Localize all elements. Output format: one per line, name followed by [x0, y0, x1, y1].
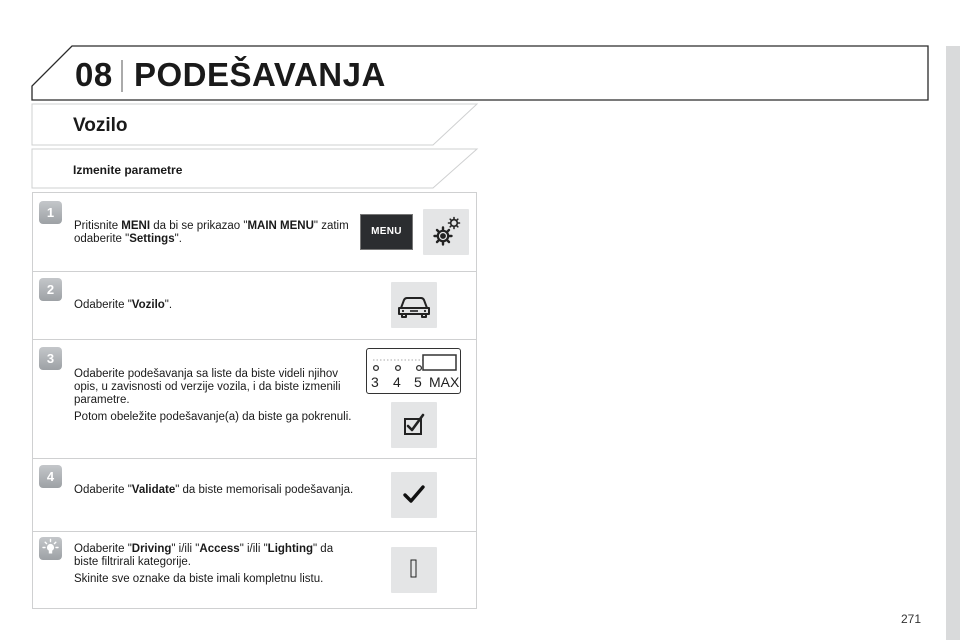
step-3-paragraph-2: Potom obeležite podešavanje(a) da biste ga pokrenuli. [74, 411, 352, 423]
step-divider [33, 339, 476, 340]
text-run: Odaberite " [74, 543, 132, 555]
step-divider [33, 458, 476, 459]
chapter-number: 08 [75, 56, 113, 93]
bold-term: Access [199, 543, 240, 555]
section-title: Vozilo [73, 115, 128, 136]
text-run: Odaberite " [74, 484, 132, 496]
step-3-text [74, 368, 354, 428]
tip-paragraph-2: Skinite sve oznake da biste imali kompletnu listu. [74, 573, 324, 585]
bold-term: Settings [129, 233, 175, 245]
text-run: ". [164, 299, 173, 311]
text-run: " da biste memorisali podešavanja. [175, 484, 354, 496]
tip-paragraph-1 [74, 543, 354, 569]
subsection-title: Izmenite parametre [73, 163, 183, 177]
bold-term: Vozilo [131, 299, 165, 311]
car-icon[interactable] [391, 282, 437, 328]
text-run: Odaberite " [74, 299, 132, 311]
level-label-5: 5 [414, 374, 422, 390]
step-3-badge: 3 [39, 347, 62, 370]
bold-term: MENI [121, 220, 151, 232]
step-2-text [74, 299, 354, 316]
step-2-paragraph [74, 299, 354, 312]
text-run: ". [174, 233, 182, 245]
bold-term: Driving [131, 543, 172, 555]
step-divider [33, 531, 476, 532]
bold-term: Validate [131, 484, 176, 496]
text-run: " i/ili " [171, 543, 200, 555]
level-label-4: 4 [393, 374, 401, 390]
page-number: 271 [901, 612, 922, 626]
level-label-max: MAX [429, 374, 460, 390]
checkbox-checked-icon[interactable] [391, 402, 437, 448]
level-label-3: 3 [371, 374, 379, 390]
chapter-title: PODEŠAVANJA [134, 56, 386, 93]
text-run: da bi se prikazao " [150, 220, 248, 232]
text-run: " da biste filtrirali kategorije. [74, 543, 334, 568]
settings-gears-icon[interactable] [423, 209, 469, 255]
step-4-paragraph [74, 484, 354, 497]
tip-text [74, 543, 354, 590]
steps-panel [32, 192, 477, 609]
unknown-glyph-icon[interactable] [391, 547, 437, 593]
menu-button[interactable]: MENU [360, 214, 413, 250]
step-divider [33, 271, 476, 272]
checkmark-icon[interactable] [391, 472, 437, 518]
step-4-badge: 4 [39, 465, 62, 488]
lightbulb-icon [39, 537, 62, 560]
step-1-text [74, 220, 354, 250]
text-run: " zatim odaberite " [74, 220, 349, 245]
step-4-text [74, 484, 354, 501]
text-run: Pritisnite [74, 220, 122, 232]
step-2-badge: 2 [39, 278, 62, 301]
bold-term: Lighting [267, 543, 314, 555]
step-1-badge: 1 [39, 201, 62, 224]
text-run: " i/ili " [239, 543, 268, 555]
level-selector-widget[interactable] [366, 348, 461, 394]
step-3-paragraph-1: Odaberite podešavanja sa liste da biste videli njihov opis, u zavisnosti od verzije vozila, i da biste izmenili parametre. [74, 368, 341, 406]
bold-term: MAIN MENU [247, 220, 314, 232]
step-1-paragraph [74, 220, 354, 246]
